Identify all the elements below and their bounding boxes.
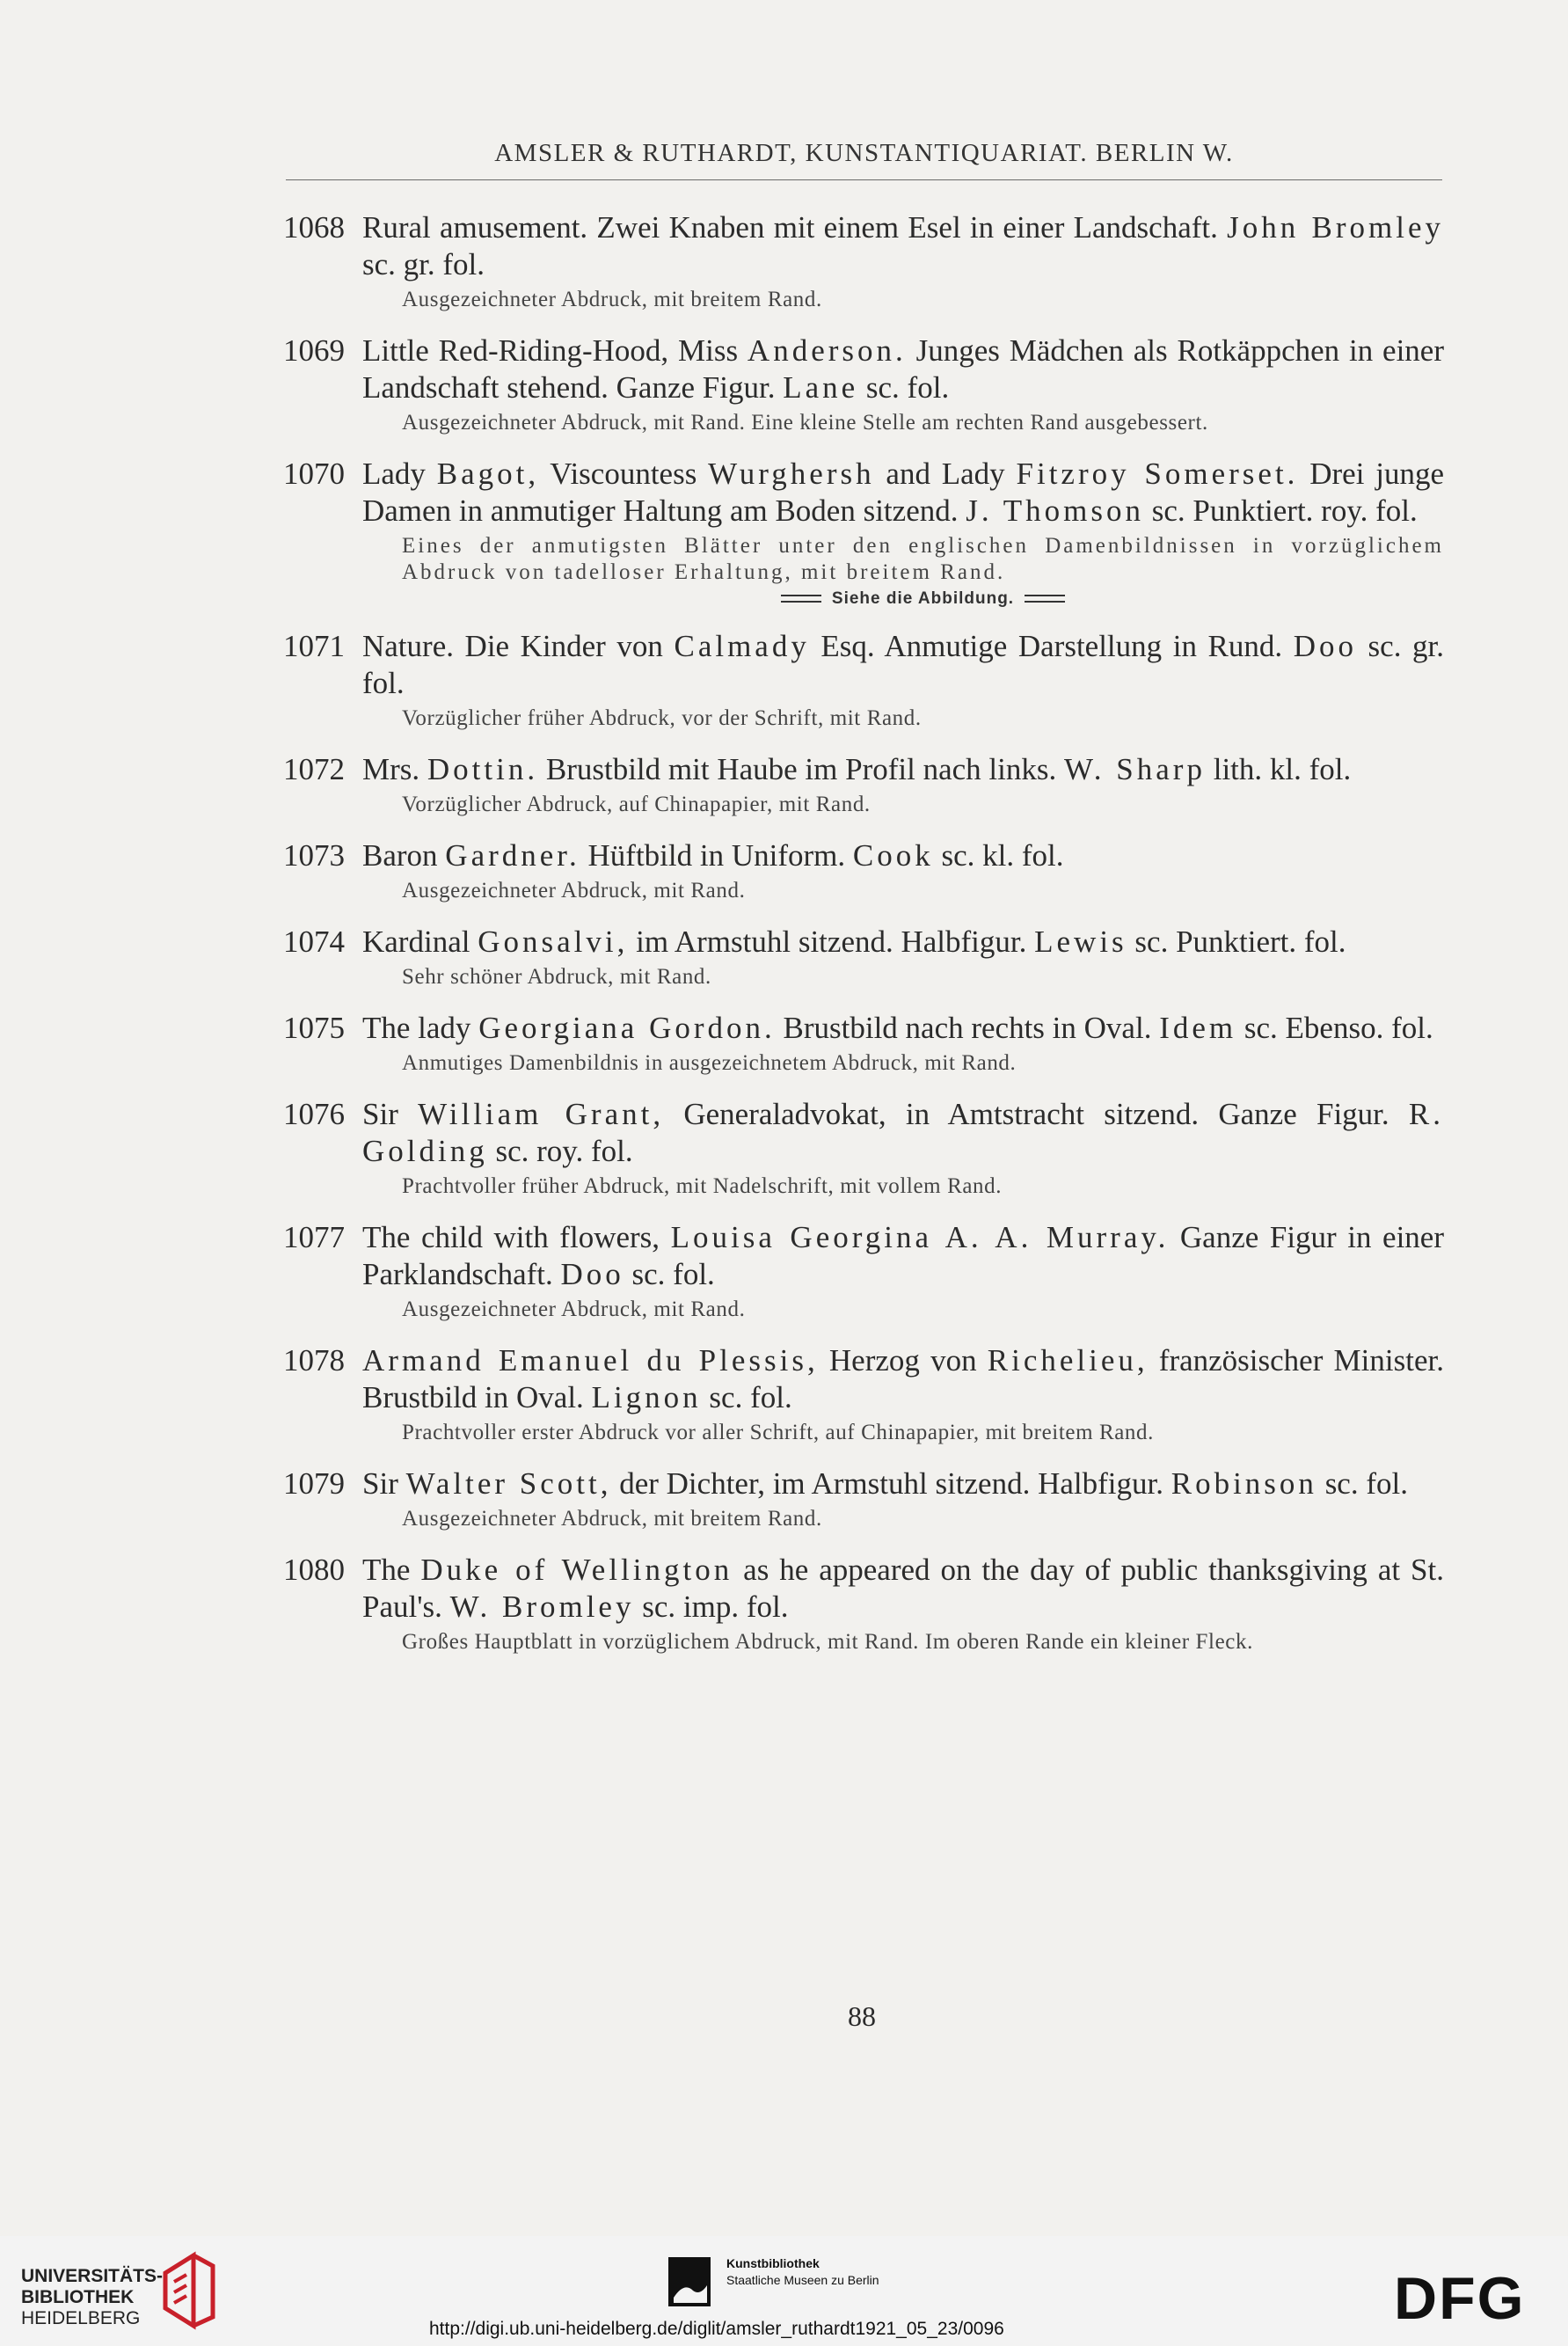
- see-illustration: [402, 589, 1444, 609]
- ub-line-3: HEIDELBERG: [21, 2308, 141, 2328]
- text-part: sc. gr. fol.: [362, 629, 1444, 700]
- spaced-name: W. Bromley: [449, 1590, 635, 1624]
- entry-note: Vorzüglicher früher Abdruck, vor der Schrift, mit Rand.: [402, 706, 922, 730]
- text-part: as he appeared on the day of public thanksgiving at St. Paul's.: [362, 1553, 1444, 1624]
- lot-number: 1071: [283, 629, 345, 663]
- entry-note: Prachtvoller erster Abdruck vor aller Schrift, auf Chinapapier, mit breitem Rand.: [402, 1421, 1154, 1444]
- entry-note: Ausgezeichneter Abdruck, mit Rand.: [402, 879, 746, 903]
- spaced-name: Wurghersh: [708, 457, 875, 491]
- text-part: Rural amusement. Zwei Knaben mit einem Esel in einer Landschaft.: [362, 210, 1228, 245]
- entry-description: [362, 751, 1444, 788]
- text-part: sc. Punktiert. fol.: [1127, 925, 1346, 959]
- text-part: Viscountess: [539, 457, 709, 491]
- spaced-name: Fitzroy Somerset.: [1016, 457, 1299, 491]
- page-number: 88: [848, 2000, 876, 2032]
- spaced-name: William Grant,: [418, 1097, 665, 1131]
- text-part: Herzog von: [818, 1343, 988, 1378]
- spaced-name: Duke of Wellington: [420, 1553, 733, 1587]
- text-part: sc. Punktiert. roy. fol.: [1143, 493, 1418, 528]
- spaced-name: Lane: [783, 370, 859, 405]
- entry-description: [362, 1219, 1444, 1293]
- text-part: sc. Ebenso. fol.: [1236, 1011, 1433, 1045]
- text-part: sc. fol.: [1316, 1466, 1408, 1501]
- permalink-url[interactable]: http://digi.ub.uni-heidelberg.de/diglit/amsler_ruthardt1921_05_23/0096: [429, 2319, 1004, 2339]
- entry-note: Ausgezeichneter Abdruck, mit breitem Rand.: [402, 288, 822, 311]
- entry-note: Sehr schöner Abdruck, mit Rand.: [402, 965, 711, 989]
- lot-number: 1077: [283, 1220, 345, 1254]
- text-part: Hüftbild in Uniform.: [580, 838, 853, 873]
- text-part: Nature. Die Kinder von: [362, 629, 675, 663]
- double-rule-left: [781, 595, 821, 603]
- entry-description: [362, 1342, 1444, 1416]
- catalog-entry: [283, 751, 1444, 818]
- entry-note: Prachtvoller früher Abdruck, mit Nadelschrift, mit vollem Rand.: [402, 1174, 1003, 1198]
- catalog-entry: [283, 924, 1444, 990]
- lot-number: 1074: [283, 925, 345, 959]
- catalog-entry: [283, 1010, 1444, 1077]
- text-part: Baron: [362, 838, 446, 873]
- ub-heidelberg-wordmark: [21, 2266, 163, 2329]
- text-part: sc. gr. fol.: [362, 247, 485, 281]
- lot-number: 1076: [283, 1097, 345, 1131]
- text-part: Drei junge Damen in anmutiger Haltung am Boden sitzend.: [362, 457, 1445, 528]
- entry-note: Ausgezeichneter Abdruck, mit Rand. Eine kleine Stelle am rechten Rand ausgebessert.: [402, 411, 1208, 435]
- lot-number: 1075: [283, 1011, 345, 1045]
- kunstbibliothek-label: [726, 2255, 879, 2289]
- entry-description: [362, 333, 1444, 406]
- kunstbibliothek-logo-icon: [667, 2255, 712, 2308]
- spaced-name: Richelieu,: [987, 1343, 1149, 1378]
- ub-logo-icon: [158, 2247, 220, 2335]
- catalog-entry: [283, 1342, 1444, 1446]
- text-part: Brustbild nach rechts in Oval.: [775, 1011, 1160, 1045]
- spaced-name: Georgiana Gordon.: [478, 1011, 776, 1045]
- entry-note: Großes Hauptblatt in vorzüglichem Abdruck, mit Rand. Im oberen Rande ein kleiner Fleck.: [402, 1630, 1253, 1654]
- spaced-name: John Bromley: [1227, 210, 1444, 245]
- catalog-entry: [283, 209, 1444, 313]
- spaced-name: Bagot,: [436, 457, 540, 491]
- spaced-name: Lewis: [1034, 925, 1127, 959]
- text-part: lith. kl. fol.: [1205, 752, 1352, 786]
- entry-description: [362, 209, 1444, 283]
- lot-number: 1072: [283, 752, 345, 786]
- entry-note: Anmutiges Damenbildnis in ausgezeichnetem Abdruck, mit Rand.: [402, 1051, 1017, 1075]
- text-part: Ganze Figur in einer Parklandschaft.: [362, 1220, 1444, 1291]
- entry-description: [362, 456, 1444, 530]
- header-rule: [286, 179, 1442, 180]
- text-part: Generaladvokat, in Amtstracht sitzend. Ganze Figur.: [664, 1097, 1409, 1131]
- ub-line-2: BIBLIOTHEK: [21, 2287, 135, 2307]
- text-part: sc. fol.: [624, 1257, 715, 1291]
- spaced-name: Anderson.: [747, 333, 907, 368]
- spaced-name: Lignon: [591, 1380, 702, 1414]
- entry-note: Ausgezeichneter Abdruck, mit Rand.: [402, 1297, 746, 1321]
- catalog-entry: [283, 1219, 1444, 1323]
- text-part: der Dichter, im Armstuhl sitzend. Halbfigur.: [611, 1466, 1171, 1501]
- spaced-name: Armand Emanuel du Plessis,: [362, 1343, 819, 1378]
- spaced-name: W. Sharp: [1063, 752, 1206, 786]
- catalog-entry: [283, 628, 1444, 732]
- text-part: sc. fol.: [701, 1380, 792, 1414]
- entry-note: [402, 533, 1444, 586]
- lot-number: 1070: [283, 457, 345, 491]
- lot-number: 1079: [283, 1466, 345, 1501]
- dfg-logo: DFG: [1394, 2265, 1526, 2332]
- text-part: Kardinal: [362, 925, 478, 959]
- text-part: Lady: [362, 457, 437, 491]
- catalog-entry: [283, 837, 1444, 904]
- entry-description: [362, 1096, 1444, 1170]
- text-part: Sir: [362, 1097, 419, 1131]
- spaced-name: Louisa Georgina A. A. Murray.: [670, 1220, 1170, 1254]
- entry-description: [362, 1552, 1444, 1626]
- see-illustration-label: Siehe die Abbildung.: [831, 589, 1015, 608]
- text-part: Little Red-Riding-Hood, Miss: [362, 333, 748, 368]
- text-part: The: [362, 1553, 421, 1587]
- note-text: Eines der anmutigsten Blätter unter den englischen Damenbildnissen in vorzüglichem Abdruck von tadelloser Erhaltung, mit breitem Rand.: [402, 534, 1444, 584]
- text-part: sc. fol.: [858, 370, 950, 405]
- text-part: Junges Mädchen als Rotkäppchen in einer Landschaft stehend. Ganze Figur.: [362, 333, 1445, 405]
- lot-number: 1078: [283, 1343, 345, 1378]
- text-part: französischer Minister. Brustbild in Oval.: [362, 1343, 1444, 1414]
- entry-description: [362, 628, 1444, 702]
- page-header: AMSLER & RUTHARDT, KUNSTANTIQUARIAT. BERLIN W.: [494, 139, 1234, 167]
- spaced-name: Dottin.: [427, 752, 539, 786]
- entry-note: Ausgezeichneter Abdruck, mit breitem Rand.: [402, 1507, 822, 1531]
- text-part: Brustbild mit Haube im Profil nach links.: [538, 752, 1064, 786]
- text-part: The lady: [362, 1011, 479, 1045]
- entry-description: [362, 1010, 1444, 1047]
- text-part: and Lady: [874, 457, 1017, 491]
- text-part: sc. roy. fol.: [487, 1134, 633, 1168]
- kb-line-2: Staatliche Museen zu Berlin: [726, 2273, 879, 2287]
- text-part: Mrs.: [362, 752, 427, 786]
- lot-number: 1068: [283, 210, 345, 245]
- text-part: The child with flowers,: [362, 1220, 671, 1254]
- spaced-name: Calmady: [674, 629, 810, 663]
- ub-line-1: UNIVERSITÄTS-: [21, 2266, 164, 2286]
- catalog-entries: [283, 209, 1444, 1675]
- spaced-name: R. Golding: [362, 1097, 1444, 1168]
- lot-number: 1080: [283, 1553, 345, 1587]
- entry-description: [362, 837, 1444, 874]
- kb-line-1: Kunstbibliothek: [726, 2256, 820, 2270]
- entry-note: Vorzüglicher Abdruck, auf Chinapapier, mit Rand.: [402, 793, 871, 816]
- spaced-name: Gardner.: [445, 838, 580, 873]
- text-part: sc. kl. fol.: [933, 838, 1064, 873]
- catalog-entry: [283, 1552, 1444, 1655]
- footer-bar: [0, 2236, 1568, 2346]
- spaced-name: Gonsalvi,: [478, 925, 629, 959]
- spaced-name: Doo: [1293, 629, 1357, 663]
- spaced-name: Robinson: [1171, 1466, 1317, 1501]
- text-part: im Armstuhl sitzend. Halbfigur.: [628, 925, 1035, 959]
- spaced-name: Doo: [560, 1257, 624, 1291]
- catalog-entry: [283, 1096, 1444, 1200]
- entry-description: [362, 1465, 1444, 1502]
- catalog-entry: [283, 1465, 1444, 1532]
- text-part: Sir: [362, 1466, 406, 1501]
- catalog-entry: [283, 333, 1444, 436]
- spaced-name: J. Thomson: [966, 493, 1144, 528]
- spaced-name: Idem: [1159, 1011, 1237, 1045]
- spaced-name: Cook: [852, 838, 934, 873]
- lot-number: 1069: [283, 333, 345, 368]
- spaced-name: Walter Scott,: [405, 1466, 612, 1501]
- text-part: Esq. Anmutige Darstellung in Rund.: [809, 629, 1294, 663]
- lot-number: 1073: [283, 838, 345, 873]
- entry-description: [362, 924, 1444, 961]
- text-part: sc. imp. fol.: [634, 1590, 789, 1624]
- double-rule-right: [1025, 595, 1065, 603]
- catalog-entry: [283, 456, 1444, 609]
